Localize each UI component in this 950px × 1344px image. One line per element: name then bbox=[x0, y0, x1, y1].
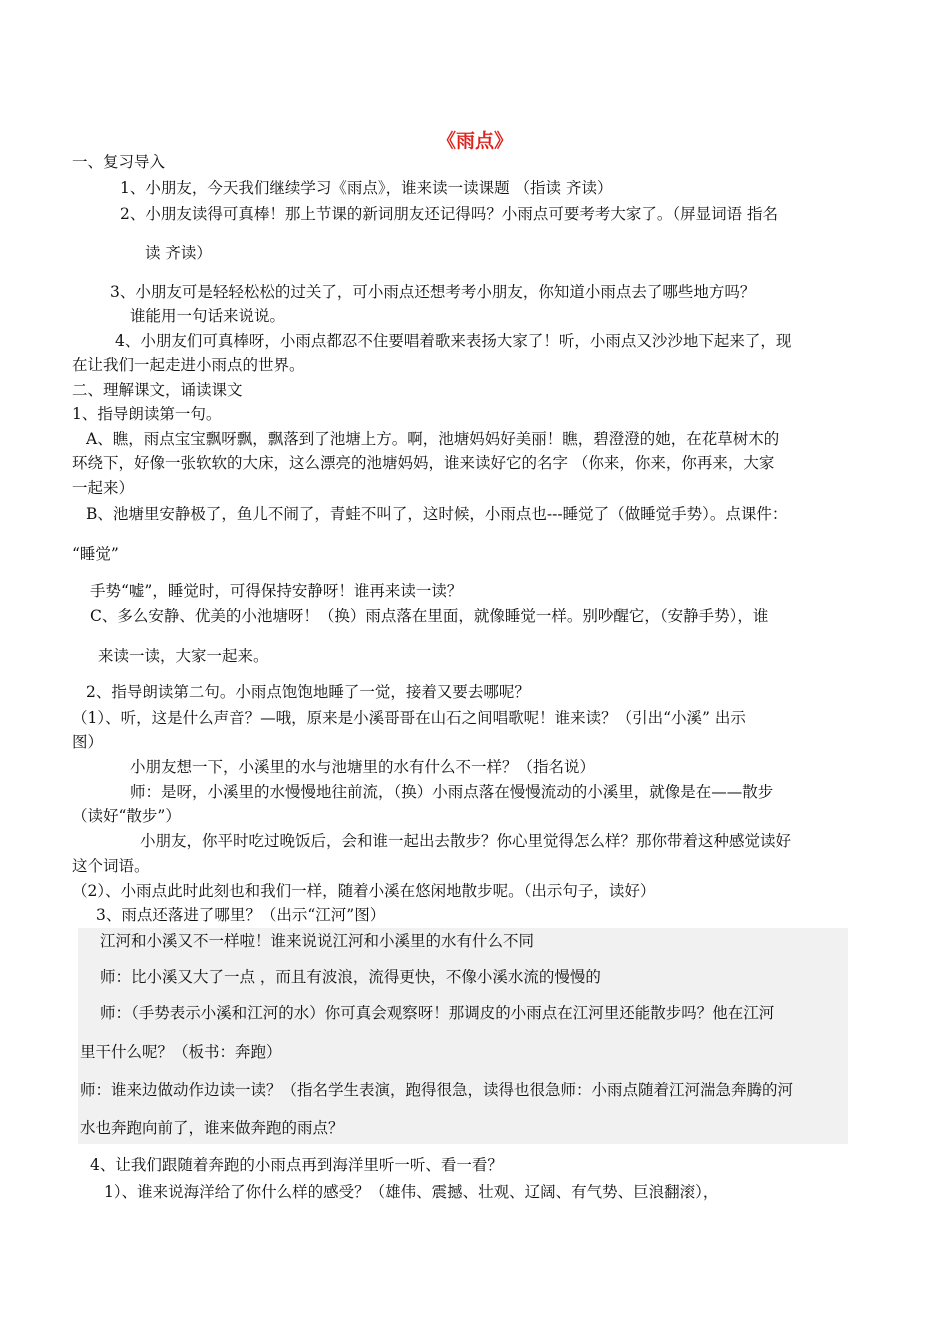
section-heading: 二、理解课文，诵读课文 bbox=[72, 381, 243, 399]
paragraph-line: B、池塘里安静极了，鱼儿不闹了，青蛙不叫了，这时候，小雨点也---睡觉了（做睡觉手势）。点课件： bbox=[86, 505, 788, 523]
paragraph-line: 环绕下，好像一张软软的大床，这么漂亮的池塘妈妈，谁来读好它的名字 （你来，你来，你再来，大家 bbox=[72, 454, 775, 472]
paragraph-line: 师：（手势表示小溪和江河的水）你可真会观察呀！那调皮的小雨点在江河里还能散步吗？他在江河 bbox=[100, 1004, 775, 1022]
paragraph-line: 水也奔跑向前了，谁来做奔跑的雨点？ bbox=[80, 1119, 344, 1137]
paragraph-line: “睡觉” bbox=[72, 545, 119, 563]
paragraph-line: 图） bbox=[72, 733, 104, 751]
paragraph-line: 3、雨点还落进了哪里？（出示“江河”图） bbox=[96, 906, 386, 924]
paragraph-line: 里干什么呢？（板书：奔跑） bbox=[80, 1043, 282, 1061]
paragraph-line: 4、让我们跟随着奔跑的小雨点再到海洋里听一听、看一看？ bbox=[90, 1156, 503, 1174]
paragraph-line: 3、小朋友可是轻轻松松的过关了，可小雨点还想考考小朋友，你知道小雨点去了哪些地方吗？ bbox=[110, 283, 756, 301]
paragraph-line: （1）、听，这是什么声音？—哦，原来是小溪哥哥在山石之间唱歌呢！谁来读？（引出“小溪” 出示 bbox=[72, 709, 746, 727]
paragraph-line: 1、小朋友，今天我们继续学习《雨点》，谁来读一读课题 （指读 齐读） bbox=[120, 179, 613, 197]
paragraph-line: 读 齐读） bbox=[145, 244, 212, 262]
paragraph-line: 在让我们一起走进小雨点的世界。 bbox=[72, 356, 305, 374]
highlighted-block bbox=[78, 928, 848, 1144]
paragraph-line: （读好“散步”） bbox=[72, 807, 181, 825]
paragraph-line: 师：谁来边做动作边读一读？（指名学生表演，跑得很急，读得也很急师：小雨点随着江河湍急奔腾的河 bbox=[80, 1081, 794, 1099]
paragraph-line: 手势“嘘”，睡觉时，可得保持安静呀！谁再来读一读？ bbox=[90, 582, 463, 600]
paragraph-line: 来读一读，大家一起来。 bbox=[98, 647, 269, 665]
paragraph-line: （2）、小雨点此时此刻也和我们一样，随着小溪在悠闲地散步呢。（出示句子，读好） bbox=[72, 882, 656, 900]
paragraph-line: 江河和小溪又不一样啦！谁来说说江河和小溪里的水有什么不同 bbox=[100, 932, 535, 950]
paragraph-line: 1、指导朗读第一句。 bbox=[72, 405, 222, 423]
paragraph-line: 一起来） bbox=[72, 479, 135, 497]
paragraph-line: A、瞧，雨点宝宝飘呀飘，飘落到了池塘上方。啊，池塘妈妈好美丽！瞧，碧澄澄的她，在花草树木的 bbox=[86, 430, 780, 448]
paragraph-line: 师：是呀，小溪里的水慢慢地往前流，（换）小雨点落在慢慢流动的小溪里，就像是在——散步 bbox=[130, 783, 774, 801]
paragraph-line: C、多么安静、优美的小池塘呀！（换）雨点落在里面，就像睡觉一样。别吵醒它，（安静手势），谁 bbox=[90, 607, 769, 625]
paragraph-line: 2、指导朗读第二句。小雨点饱饱地睡了一觉，接着又要去哪呢？ bbox=[86, 683, 530, 701]
section-heading: 一、复习导入 bbox=[72, 153, 166, 171]
paragraph-line: 1）、谁来说海洋给了你什么样的感受？（雄伟、震撼、壮观、辽阔、有气势、巨浪翻滚）， bbox=[104, 1183, 719, 1201]
paragraph-line: 4、小朋友们可真棒呀，小雨点都忍不住要唱着歌来表扬大家了！听，小雨点又沙沙地下起来了，现 bbox=[115, 332, 792, 350]
paragraph-line: 2、小朋友读得可真棒！那上节课的新词朋友还记得吗？小雨点可要考考大家了。（屏显词语 指名 bbox=[120, 205, 779, 223]
document-title: 《雨点》 bbox=[436, 130, 513, 152]
paragraph-line: 这个词语。 bbox=[72, 857, 150, 875]
paragraph-line: 谁能用一句话来说说。 bbox=[130, 307, 286, 325]
paragraph-line: 小朋友，你平时吃过晚饭后，会和谁一起出去散步？你心里觉得怎么样？那你带着这种感觉读好 bbox=[140, 832, 792, 850]
paragraph-line: 小朋友想一下，小溪里的水与池塘里的水有什么不一样？（指名说） bbox=[130, 758, 596, 776]
paragraph-line: 师：比小溪又大了一点 ，而且有波浪，流得更快，不像小溪水流的慢慢的 bbox=[100, 968, 601, 986]
